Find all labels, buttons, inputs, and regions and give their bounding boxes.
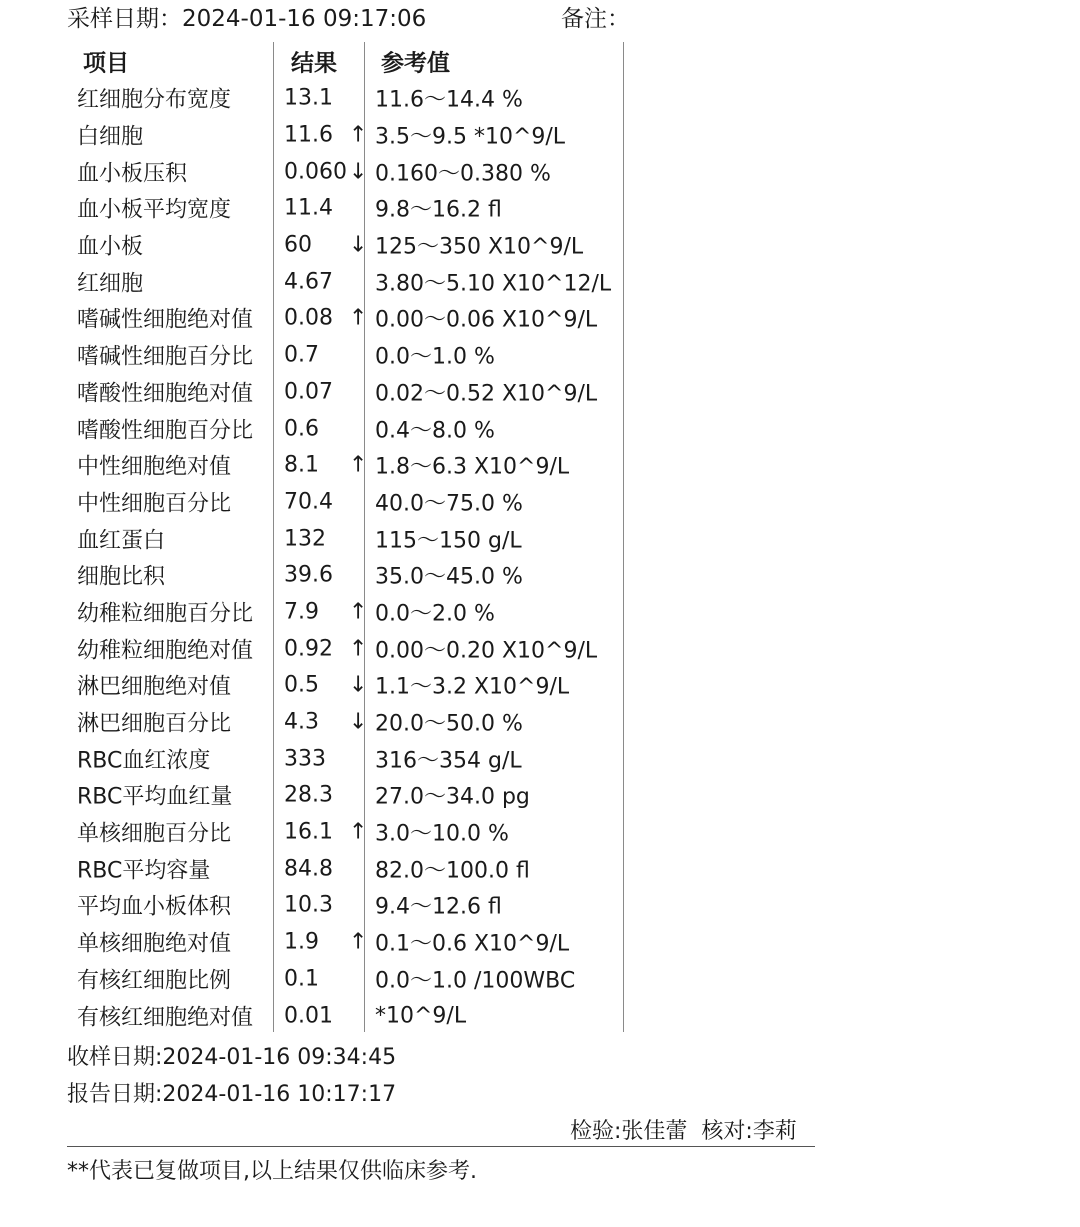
row-reference-range: 316～354 g/L (375, 748, 522, 774)
row-reference-range: 27.0～34.0 pg (375, 784, 530, 810)
row-reference-range: 11.6～14.4 % (375, 87, 523, 113)
row-flag-arrow: ↑ (349, 599, 368, 625)
table-row (67, 190, 627, 227)
row-item-name: RBC平均血红量 (77, 784, 233, 810)
header-item: 项目 (83, 50, 129, 77)
header-result: 结果 (291, 50, 337, 77)
row-reference-range: 82.0～100.0 fl (375, 858, 530, 884)
table-row (67, 667, 627, 704)
footer-note: **代表已复做项目,以上结果仅供临床参考. (67, 1159, 477, 1184)
row-reference-range: 9.4～12.6 fl (375, 894, 502, 920)
table-row (67, 887, 627, 924)
row-flag-arrow: ↓ (349, 672, 368, 698)
row-item-name: 嗜酸性细胞绝对值 (77, 381, 254, 407)
row-item-name: 平均血小板体积 (77, 894, 232, 920)
signatures (570, 1114, 797, 1145)
row-item-name: 细胞比积 (77, 564, 166, 590)
row-item-name: 幼稚粒细胞绝对值 (77, 638, 254, 664)
row-result-value: 333 (284, 746, 326, 772)
inspector: 检验:张佳蕾 (570, 1119, 688, 1144)
row-result-value: 28.3 (284, 782, 333, 808)
row-flag-arrow: ↓ (349, 159, 368, 185)
table-row (67, 557, 627, 594)
row-reference-range: 115～150 g/L (375, 528, 522, 554)
table-row (67, 300, 627, 337)
table-row (67, 924, 627, 961)
row-reference-range: 0.00～0.20 X10^9/L (375, 638, 598, 664)
row-item-name: 有核红细胞绝对值 (77, 1005, 254, 1031)
row-result-value: 8.1 (284, 452, 319, 478)
row-item-name: RBC血红浓度 (77, 748, 211, 774)
row-item-name: 有核红细胞比例 (77, 968, 232, 994)
row-item-name: 嗜碱性细胞绝对值 (77, 307, 254, 333)
table-row (67, 117, 627, 154)
row-result-value: 0.060 (284, 159, 347, 185)
table-header-row (67, 42, 627, 80)
row-reference-range: 40.0～75.0 % (375, 491, 523, 517)
header-reference: 参考值 (381, 50, 450, 77)
table-row (67, 740, 627, 777)
row-flag-arrow: ↑ (349, 122, 368, 148)
table-row (67, 484, 627, 521)
table-row (67, 227, 627, 264)
row-result-value: 16.1 (284, 819, 333, 845)
row-reference-range: 9.8～16.2 fl (375, 197, 502, 223)
row-result-value: 0.01 (284, 1003, 333, 1029)
table-row (67, 594, 627, 631)
row-item-name: 中性细胞绝对值 (77, 454, 232, 480)
row-item-name: 单核细胞百分比 (77, 821, 232, 847)
row-item-name: 中性细胞百分比 (77, 491, 232, 517)
row-flag-arrow: ↓ (349, 232, 368, 258)
row-reference-range: 0.0～2.0 % (375, 601, 495, 627)
table-body (67, 80, 627, 1034)
row-result-value: 1.9 (284, 929, 319, 955)
row-reference-range: *10^9/L (375, 1003, 467, 1029)
table-row (67, 777, 627, 814)
row-flag-arrow: ↑ (349, 305, 368, 331)
receive-date: 收样日期:2024-01-16 09:34:45 (67, 1045, 397, 1070)
row-result-value: 0.1 (284, 966, 319, 992)
remark-label: 备注： (561, 6, 630, 32)
row-reference-range: 0.160～0.380 % (375, 161, 551, 187)
report-date: 报告日期:2024-01-16 10:17:17 (67, 1082, 397, 1107)
row-item-name: 淋巴细胞绝对值 (77, 674, 232, 700)
sample-date: 采样日期：2024-01-16 09:17:06 (67, 6, 427, 32)
table-row (67, 961, 627, 998)
row-reference-range: 0.1～0.6 X10^9/L (375, 931, 570, 957)
table-row (67, 410, 627, 447)
row-reference-range: 1.1～3.2 X10^9/L (375, 674, 570, 700)
row-result-value: 11.6 (284, 122, 333, 148)
row-item-name: 血小板压积 (77, 161, 188, 187)
row-result-value: 70.4 (284, 489, 333, 515)
table-row (67, 630, 627, 667)
row-result-value: 60 (284, 232, 312, 258)
row-item-name: 嗜酸性细胞百分比 (77, 418, 254, 444)
row-item-name: 淋巴细胞百分比 (77, 711, 232, 737)
row-result-value: 0.6 (284, 416, 319, 442)
row-result-value: 0.08 (284, 305, 333, 331)
row-item-name: 单核细胞绝对值 (77, 931, 232, 957)
row-result-value: 0.07 (284, 379, 333, 405)
table-row (67, 263, 627, 300)
result-table (67, 42, 627, 1034)
row-reference-range: 20.0～50.0 % (375, 711, 523, 737)
row-result-value: 13.1 (284, 85, 333, 111)
row-reference-range: 35.0～45.0 % (375, 564, 523, 590)
row-reference-range: 0.4～8.0 % (375, 418, 495, 444)
row-result-value: 39.6 (284, 562, 333, 588)
row-item-name: 血小板平均宽度 (77, 197, 232, 223)
row-item-name: RBC平均容量 (77, 858, 211, 884)
row-item-name: 嗜碱性细胞百分比 (77, 344, 254, 370)
table-row (67, 337, 627, 374)
row-result-value: 4.67 (284, 269, 333, 295)
row-result-value: 0.92 (284, 636, 333, 662)
row-flag-arrow: ↑ (349, 929, 368, 955)
row-result-value: 0.7 (284, 342, 319, 368)
table-row (67, 997, 627, 1034)
row-result-value: 7.9 (284, 599, 319, 625)
row-item-name: 幼稚粒细胞百分比 (77, 601, 254, 627)
footer-divider (67, 1146, 815, 1147)
row-item-name: 血小板 (77, 234, 144, 260)
row-flag-arrow: ↓ (349, 709, 368, 735)
row-reference-range: 1.8～6.3 X10^9/L (375, 454, 570, 480)
row-flag-arrow: ↑ (349, 452, 368, 478)
row-result-value: 10.3 (284, 892, 333, 918)
table-row (67, 374, 627, 411)
checker: 核对:李莉 (701, 1119, 797, 1144)
row-reference-range: 0.0～1.0 /100WBC (375, 968, 576, 994)
row-reference-range: 125～350 X10^9/L (375, 234, 584, 260)
table-row (67, 153, 627, 190)
table-row (67, 850, 627, 887)
row-reference-range: 0.02～0.52 X10^9/L (375, 381, 598, 407)
row-item-name: 血红蛋白 (77, 528, 166, 554)
row-reference-range: 3.0～10.0 % (375, 821, 509, 847)
row-flag-arrow: ↑ (349, 819, 368, 845)
table-row (67, 704, 627, 741)
row-flag-arrow: ↑ (349, 636, 368, 662)
row-reference-range: 0.00～0.06 X10^9/L (375, 307, 598, 333)
row-reference-range: 3.5～9.5 *10^9/L (375, 124, 566, 150)
row-item-name: 红细胞分布宽度 (77, 87, 232, 113)
row-result-value: 84.8 (284, 856, 333, 882)
row-item-name: 白细胞 (77, 124, 144, 150)
table-row (67, 520, 627, 557)
table-row (67, 447, 627, 484)
row-reference-range: 0.0～1.0 % (375, 344, 495, 370)
row-result-value: 132 (284, 526, 326, 552)
row-result-value: 11.4 (284, 195, 333, 221)
table-row (67, 80, 627, 117)
row-result-value: 0.5 (284, 672, 319, 698)
row-reference-range: 3.80～5.10 X10^12/L (375, 271, 612, 297)
table-row (67, 814, 627, 851)
row-result-value: 4.3 (284, 709, 319, 735)
row-item-name: 红细胞 (77, 271, 144, 297)
